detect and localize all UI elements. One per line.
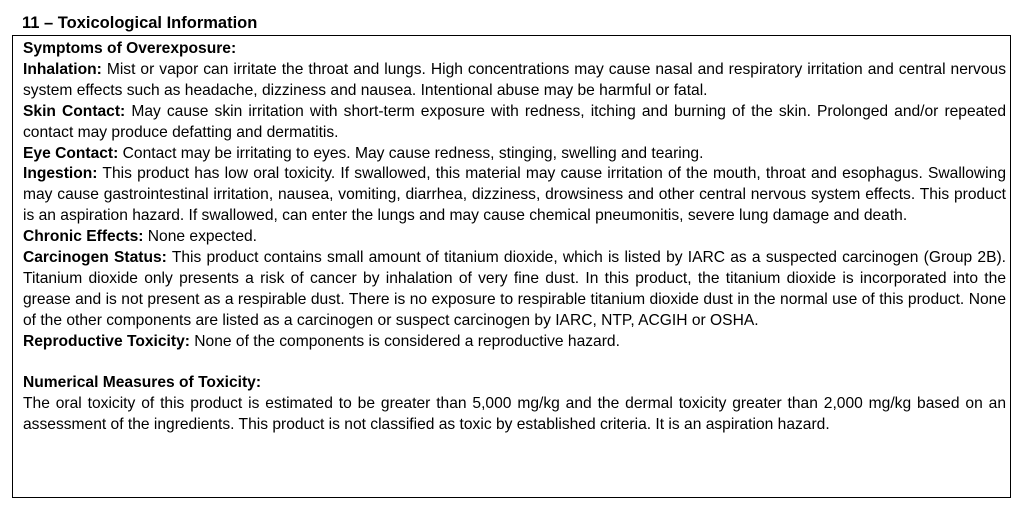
carcinogen-status-paragraph: [23, 248, 1006, 332]
toxicology-box: [12, 35, 1011, 498]
numerical-paragraph: [23, 394, 1006, 436]
carcinogen-status-text: This product contains small amount of titanium dioxide, which is listed by IARC as a suspected carcinogen (Group 2B). Titanium dioxide only presents a risk of cancer by inhalation of very fine dust. In this product, the titanium dioxide is incorporated into the grease and is not present as a respirable dust. There is no exposure to respirable titanium dioxide dust in the normal use of this product. None of the other components are listed as a carcinogen or suspect carcinogen by IARC, NTP, ACGIH or OSHA.: [23, 249, 1006, 329]
symptoms-heading: [23, 39, 1006, 60]
numerical-heading-text: Numerical Measures of Toxicity:: [23, 374, 262, 392]
toxicology-content: [23, 39, 1006, 436]
chronic-effects-text: None expected.: [147, 228, 258, 246]
numerical-heading: [23, 373, 1006, 394]
skin-contact-paragraph: [23, 102, 1006, 144]
eye-contact-label: Eye Contact:: [23, 144, 119, 162]
inhalation-label: Inhalation:: [23, 60, 102, 78]
reproductive-toxicity-paragraph: [23, 332, 1006, 353]
paragraph-spacer: [23, 353, 1006, 374]
inhalation-paragraph: [23, 60, 1006, 102]
ingestion-text: This product has low oral toxicity. If swallowed, this material may cause irritation of the mouth, throat and esophagus. Swallowing may cause gastrointestinal irritation, nausea, vomiting, diarrhea, dizziness, drowsiness and other central nervous system effects. This product is an aspiration hazard. If swallowed, can enter the lungs and may cause chemical pneumonitis, severe lung damage and death.: [23, 165, 1006, 225]
chronic-effects-label: Chronic Effects:: [23, 228, 144, 246]
symptoms-heading-text: Symptoms of Overexposure:: [23, 40, 237, 57]
skin-contact-text: May cause skin irritation with short-term exposure with redness, itching and burning of the skin. Prolonged and/or repeated contact may produce defatting and dermatitis.: [23, 102, 1007, 141]
reproductive-toxicity-text: None of the components is considered a reproductive hazard.: [194, 332, 620, 350]
ingestion-label: Ingestion:: [23, 165, 98, 183]
skin-contact-label: Skin Contact:: [23, 102, 126, 120]
eye-contact-paragraph: [23, 144, 1006, 165]
carcinogen-status-label: Carcinogen Status:: [23, 249, 167, 267]
section-heading: 11 – Toxicological Information: [22, 14, 258, 32]
ingestion-paragraph: [23, 164, 1006, 227]
reproductive-toxicity-label: Reproductive Toxicity:: [23, 332, 190, 350]
numerical-text: The oral toxicity of this product is estimated to be greater than 5,000 mg/kg and the dermal toxicity greater than 2,000 mg/kg based on an assessment of the ingredients. This product is not classified as toxic by established criteria. It is an aspiration hazard.: [23, 395, 1006, 434]
chronic-effects-paragraph: [23, 227, 1006, 248]
inhalation-text: Mist or vapor can irritate the throat and lungs. High concentrations may cause nasal and respiratory irritation and central nervous system effects such as headache, dizziness and nausea. Intentional abuse may be harmful or fatal.: [23, 60, 1006, 99]
eye-contact-text: Contact may be irritating to eyes. May cause redness, stinging, swelling and tearing.: [122, 144, 704, 162]
